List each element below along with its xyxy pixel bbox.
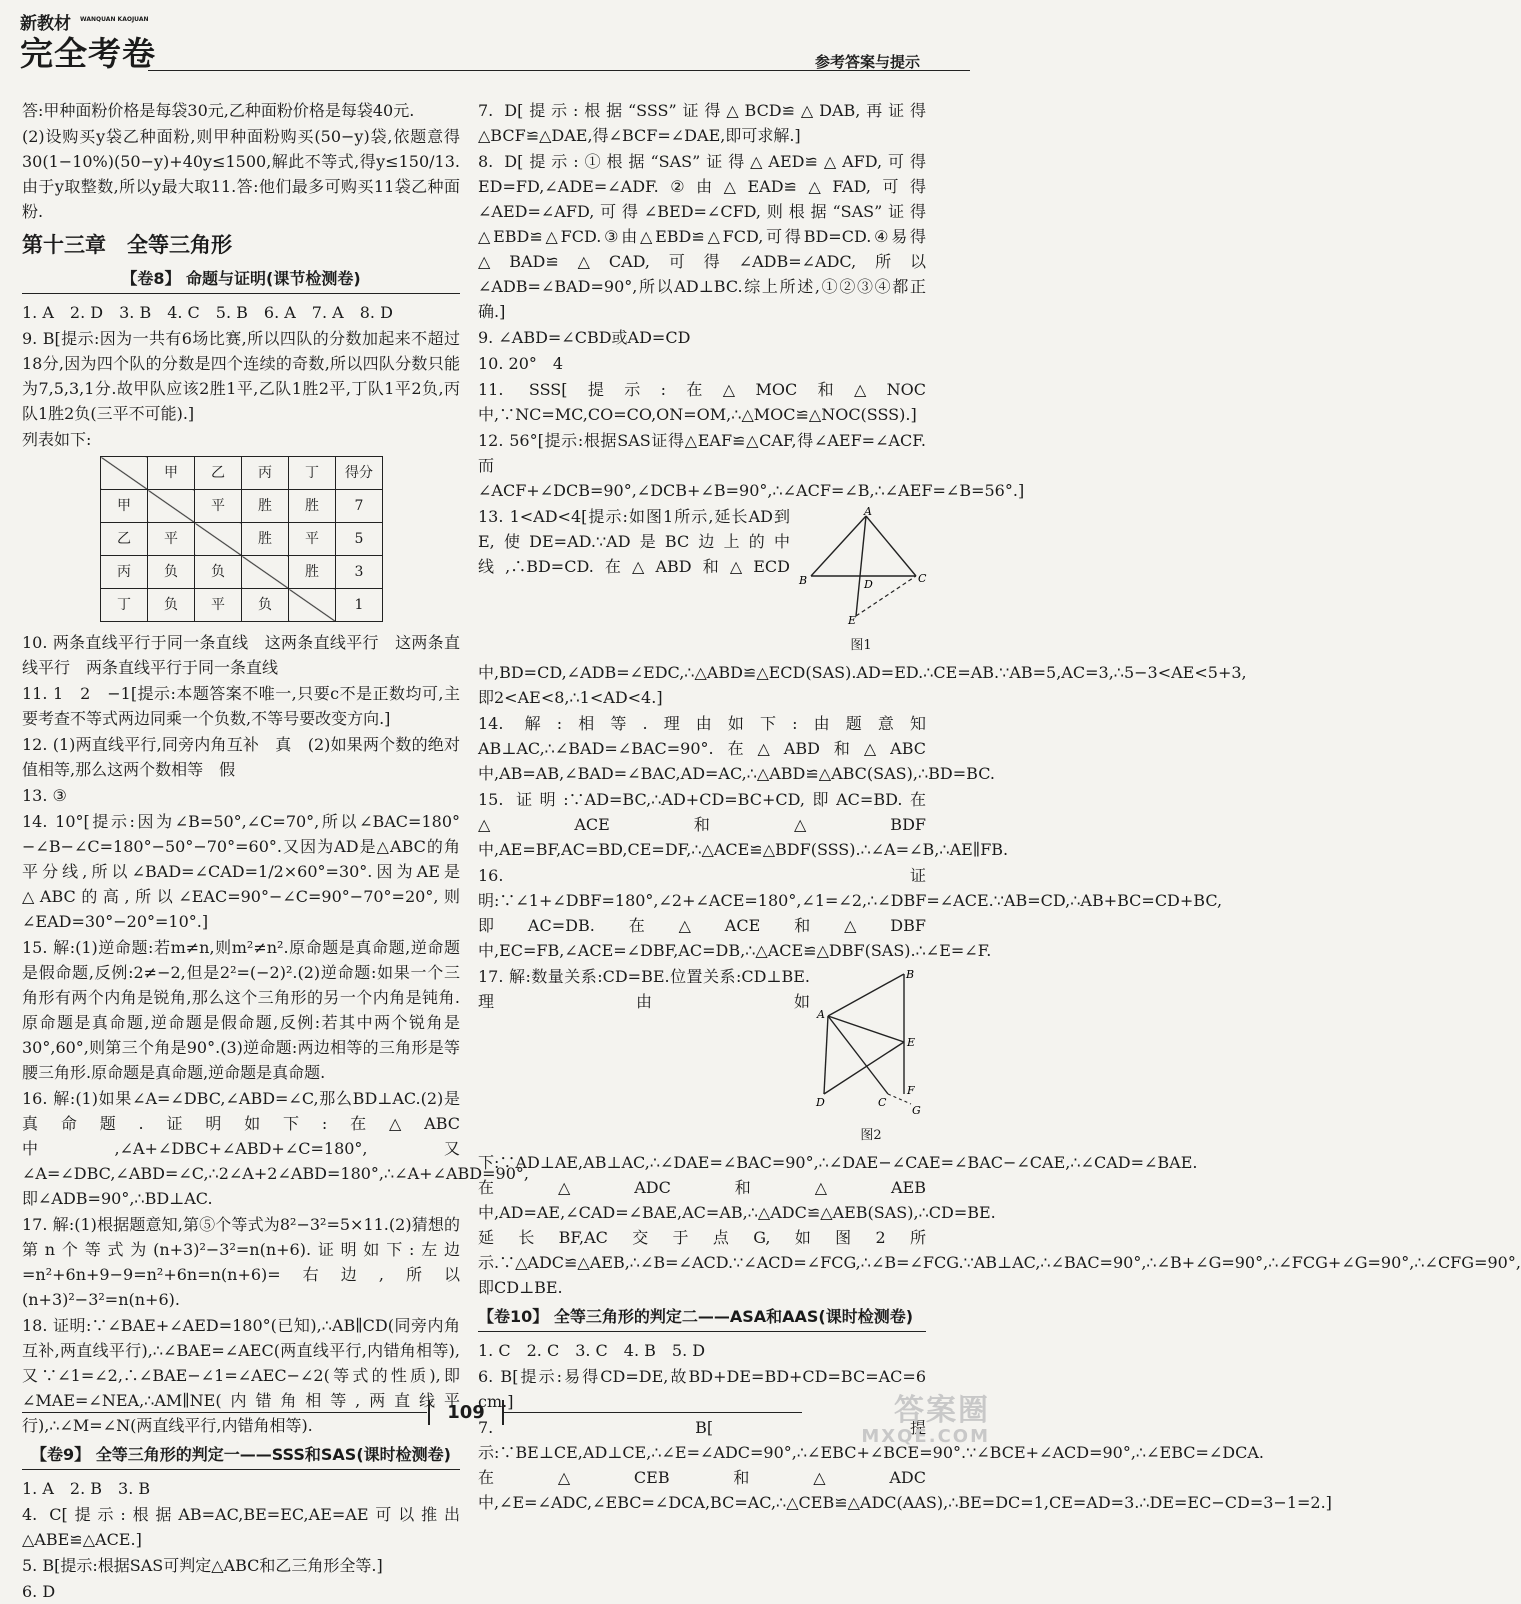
watermark xyxy=(861,1395,990,1447)
table-header-cell: 丁 xyxy=(289,457,336,490)
figure-1-diagram xyxy=(796,506,926,626)
table-cell: 平 xyxy=(195,490,242,523)
v9-q13: 13. 1<AD<4[提示:如图1所示,延长AD到E,使DE=AD.∵AD是BC边上的中线,∴BD=CD.在△ABD和△ECD中,BD=CD,∠ADB=∠EDC,∴△ABD≌△ECD(SAS).AD=ED.∴CE=AB.∵AB=5,AC=3,∴5−3<AE<5+3,即2<AE<8,∴1<AD<4.] xyxy=(478,507,1247,707)
table-cell: 3 xyxy=(336,556,383,589)
table-cell: 负 xyxy=(242,589,289,622)
fig2-label-g: G xyxy=(912,1104,921,1117)
footer-rule-left xyxy=(22,1412,427,1413)
table-cell: 平 xyxy=(289,523,336,556)
v8-q11: 11. 1 2 −1[提示:本题答案不唯一,只要c不是正数均可,主要考查不等式两边同乘一个负数,不等号要改变方向.] xyxy=(22,684,460,728)
v9-q11: 11. SSS[提示:在△MOC和△NOC中,∵NC=MC,CO=CO,ON=OM,∴△MOC≌△NOC(SSS).] xyxy=(478,380,926,424)
figure-2-caption: 图2 xyxy=(860,1128,882,1143)
table-cell: 胜 xyxy=(289,490,336,523)
vol9-title: 【卷9】 全等三角形的判定一——SSS和SAS(课时检测卷) xyxy=(22,1442,460,1470)
fig2-label-d: D xyxy=(816,1096,825,1109)
score-table xyxy=(100,456,383,622)
brand-top: 新教材 xyxy=(20,14,71,34)
intro-answer: 答:甲种面粉价格是每袋30元,乙种面粉价格是每袋40元. xyxy=(22,101,415,120)
brand-small: WANQUAN KAOJUAN xyxy=(80,16,149,23)
section-title: 参考答案与提示 xyxy=(814,53,920,71)
fig1-label-d: D xyxy=(864,578,873,591)
v10-q7: 7. B[提示:∵BE⊥CE,AD⊥CE,∴∠E=∠ADC=90°,∴∠EBC+∠BCE=90°.∵∠BCE+∠ACD=90°,∴∠EBC=∠DCA.在△CEB和△ADC中,∠E=∠ADC,∠EBC=∠DCA,BC=AC,∴△CEB≌△ADC(AAS),∴BE=DC=1,CE=AD=3.∴DE=EC−CD=3−1=2.] xyxy=(478,1418,1332,1512)
table-cell: 负 xyxy=(148,556,195,589)
figure-2-diagram xyxy=(816,966,926,1116)
fig1-label-a: A xyxy=(864,505,872,518)
v9-q10: 10. 20° 4 xyxy=(478,354,564,373)
v9-q9: 9. ∠ABD=∠CBD或AD=CD xyxy=(478,328,691,347)
vol10-title: 【卷10】 全等三角形的判定二——ASA和AAS(课时检测卷) xyxy=(478,1304,926,1332)
v10-q6: 6. B[提示:易得CD=DE,故BD+DE=BD+CD=BC=AC=6 cm.] xyxy=(478,1367,926,1411)
v8-q10: 10. 两条直线平行于同一条直线 这两条直线平行 这两条直线平行 两条直线平行于同一条直线 xyxy=(22,633,460,677)
v8-q18: 18. 证明:∵∠BAE+∠AED=180°(已知),∴AB∥CD(同旁内角互补,两直线平行),∴∠BAE=∠AEC(两直线平行,内错角相等),又∵∠1=∠2,∴∠BAE−∠1=∠AEC−∠2(等式的性质),即∠MAE=∠NEA,∴AM∥NE(内错角相等,两直线平行),∴∠M=∠N(两直线平行,内错角相等). xyxy=(22,1316,460,1435)
table-cell xyxy=(195,523,242,556)
v9-q16: 16. 证明:∵∠1+∠DBF=180°,∠2+∠ACE=180°,∠1=∠2,∴∠DBF=∠ACE.∵AB=CD,∴AB+BC=CD+BC,即AC=DB.在△ACE和△DBF中,EC=FB,∠ACE=∠DBF,AC=DB,∴△ACE≌△DBF(SAS).∴∠E=∠F. xyxy=(478,866,1223,960)
figure-2 xyxy=(816,966,926,1148)
fig2-label-c: C xyxy=(878,1096,887,1109)
table-cell: 胜 xyxy=(242,523,289,556)
chapter-title: 第十三章 全等三角形 xyxy=(22,233,232,257)
table-cell: 乙 xyxy=(101,523,148,556)
table-row xyxy=(101,523,383,556)
fig1-label-b: B xyxy=(799,574,808,587)
v9-q17: 17. 解:数量关系:CD=BE.位置关系:CD⊥BE.理由如下:∵AD⊥AE,AB⊥AC,∴∠DAE=∠BAC=90°,∴∠DAE−∠CAE=∠BAC−∠CAE,∴∠CAD=∠BAE.在△ADC和△AEB中,AD=AE,∠CAD=∠BAE,AC=AB,∴△ADC≌△AEB(SAS),∴CD=BE.延长BF,AC交于点G,如图2所示.∵△ADC≌△AEB,∴∠B=∠ACD.∵∠ACD=∠FCG,∴∠B=∠FCG.∵AB⊥AC,∴∠BAC=90°,∴∠B+∠G=90°,∴∠FCG+∠G=90°,∴∠CFG=90°,即CD⊥BE. xyxy=(478,967,1521,1297)
figure-1-caption: 图1 xyxy=(850,638,872,653)
vol8-title: 【卷8】 命题与证明(课节检测卷) xyxy=(22,266,460,294)
table-cell xyxy=(148,490,195,523)
v9-q12: 12. 56°[提示:根据SAS证得△EAF≌△CAF,得∠AEF=∠ACF.而∠ACF+∠DCB=90°,∠DCB+∠B=90°,∴∠ACF=∠B,∴∠AEF=∠B=56°.] xyxy=(478,431,1025,500)
table-cell: 平 xyxy=(195,589,242,622)
table-cell: 胜 xyxy=(289,556,336,589)
v8-q1-8: 1. A 2. D 3. B 4. C 5. B 6. A 7. A 8. D xyxy=(22,303,393,322)
fig2-label-b: B xyxy=(906,968,915,981)
table-cell: 5 xyxy=(336,523,383,556)
watermark-text: 答案圈 xyxy=(894,1393,990,1428)
fig2-label-e: E xyxy=(907,1036,916,1049)
page-number: 109 xyxy=(428,1400,504,1425)
table-cell xyxy=(289,589,336,622)
watermark-url: MXQE.COM xyxy=(861,1426,990,1447)
table-row xyxy=(101,556,383,589)
v9-q6: 6. D xyxy=(22,1582,56,1601)
table-cell: 7 xyxy=(336,490,383,523)
table-cell: 甲 xyxy=(101,490,148,523)
brand-logo xyxy=(20,14,156,74)
fig1-label-e: E xyxy=(848,614,857,627)
table-cell: 负 xyxy=(195,556,242,589)
v8-q16: 16. 解:(1)如果∠A=∠DBC,∠ABD=∠C,那么BD⊥AC.(2)是真命题.证明如下:在△ABC中,∠A+∠DBC+∠ABD+∠C=180°,又∠A=∠DBC,∠ABD=∠C,∴2∠A+2∠ABD=180°,∴∠A+∠ABD=90°,即∠ADB=90°,∴BD⊥AC. xyxy=(22,1089,529,1208)
figure-1 xyxy=(796,506,926,658)
table-row xyxy=(101,490,383,523)
v8-q12: 12. (1)两直线平行,同旁内角互补 真 (2)如果两个数的绝对值相等,那么这两个数相等 假 xyxy=(22,735,460,779)
v8-q17: 17. 解:(1)根据题意知,第⑤个等式为8²−3²=5×11.(2)猜想的第n个等式为(n+3)²−3²=n(n+6).证明如下:左边=n²+6n+9−9=n²+6n=n(n+6)=右边,所以(n+3)²−3²=n(n+6). xyxy=(22,1215,460,1309)
fig2-label-f: F xyxy=(907,1084,915,1097)
v9-q8: 8. D[提示:①根据“SAS”证得△AED≌△AFD,可得ED=FD,∠ADE=∠ADF.②由△EAD≌△FAD,可得∠AED=∠AFD,可得∠BED=∠CFD,则根据“SAS”证得△EBD≌△FCD.③由△EBD≌△FCD,可得BD=CD.④易得△BAD≌△CAD,可得∠ADB=∠ADC,所以∠ADB=∠BAD=90°,所以AD⊥BC.综上所述,①②③④都正确.] xyxy=(478,152,926,321)
footer-rule-right xyxy=(502,1412,802,1413)
table-header-cell: 甲 xyxy=(148,457,195,490)
table-header-cell: 乙 xyxy=(195,457,242,490)
v9-q14: 14. 解:相等.理由如下:由题意知AB⊥AC,∴∠BAD=∠BAC=90°.在△ABD和△ABC中,AB=AB,∠BAD=∠BAC,AD=AC,∴△ABD≌△ABC(SAS),∴BD=BC. xyxy=(478,714,995,783)
brand-main: 完全考卷 xyxy=(20,34,156,73)
table-header-cell: 得分 xyxy=(336,457,383,490)
table-corner-cell xyxy=(101,457,148,490)
v9-q5: 5. B[提示:根据SAS可判定△ABC和乙三角形全等.] xyxy=(22,1556,383,1575)
table-row xyxy=(101,589,383,622)
v8-q9: 9. B[提示:因为一共有6场比赛,所以四队的分数加起来不超过18分,因为四个队的分数是四个连续的奇数,所以四队分数只能为7,5,3,1分.故甲队应该2胜1平,乙队1胜2平,丁队1平2负,丙队1胜2负(三平不可能).] xyxy=(22,329,460,423)
v10-q1-5: 1. C 2. C 3. C 4. B 5. D xyxy=(478,1341,706,1360)
fig1-label-c: C xyxy=(918,572,927,585)
v8-q9-table-intro: 列表如下: xyxy=(22,430,92,449)
table-header-cell: 丙 xyxy=(242,457,289,490)
v8-q13: 13. ③ xyxy=(22,786,67,805)
table-cell: 平 xyxy=(148,523,195,556)
v9-q1-3: 1. A 2. B 3. B xyxy=(22,1479,151,1498)
v9-q7: 7. D[提示:根据“SSS”证得△BCD≌△DAB,再证得△BCF≌△DAE,得∠BCF=∠DAE,即可求解.] xyxy=(478,101,926,145)
v8-q14: 14. 10°[提示:因为∠B=50°,∠C=70°,所以∠BAC=180°−∠B−∠C=180°−50°−70°=60°.又因为AD是△ABC的角平分线,所以∠BAD=∠CAD=1/2×60°=30°.因为AE是△ABC的高,所以∠EAC=90°−∠C=90°−70°=20°,则∠EAD=30°−20°=10°.] xyxy=(22,812,460,931)
v8-q15: 15. 解:(1)逆命题:若m≠n,则m²≠n².原命题是真命题,逆命题是假命题,反例:2≠−2,但是2²=(−2)².(2)逆命题:如果一个三角形有两个内角是锐角,那么这个三角形的另一个内角是钝角.原命题是真命题,逆命题是假命题,反例:若其中两个锐角是30°,60°,则第三个角是90°.(3)逆命题:两边相等的三角形是等腰三角形.原命题是真命题,逆命题是真命题. xyxy=(22,938,460,1082)
table-cell: 1 xyxy=(336,589,383,622)
table-cell xyxy=(242,556,289,589)
v9-q15: 15. 证明:∵AD=BC,∴AD+CD=BC+CD,即AC=BD.在△ACE和△BDF中,AE=BF,AC=BD,CE=DF,∴△ACE≌△BDF(SSS).∴∠A=∠B,∴AE∥FB. xyxy=(478,790,1009,859)
intro-part2: (2)设购买y袋乙种面粉,则甲种面粉购买(50−y)袋,依题意得30(1−10%)(50−y)+40y≤1500,解此不等式,得y≤150/13.由于y取整数,所以y最大取11.答:他们最多可购买11袋乙种面粉. xyxy=(22,127,460,221)
table-cell: 负 xyxy=(148,589,195,622)
table-cell: 胜 xyxy=(242,490,289,523)
v9-q4: 4. C[提示:根据AB=AC,BE=EC,AE=AE可以推出△ABE≌△ACE.] xyxy=(22,1505,460,1549)
fig2-label-a: A xyxy=(817,1008,825,1021)
table-cell: 丙 xyxy=(101,556,148,589)
table-cell: 丁 xyxy=(101,589,148,622)
table-header-row xyxy=(101,457,383,490)
